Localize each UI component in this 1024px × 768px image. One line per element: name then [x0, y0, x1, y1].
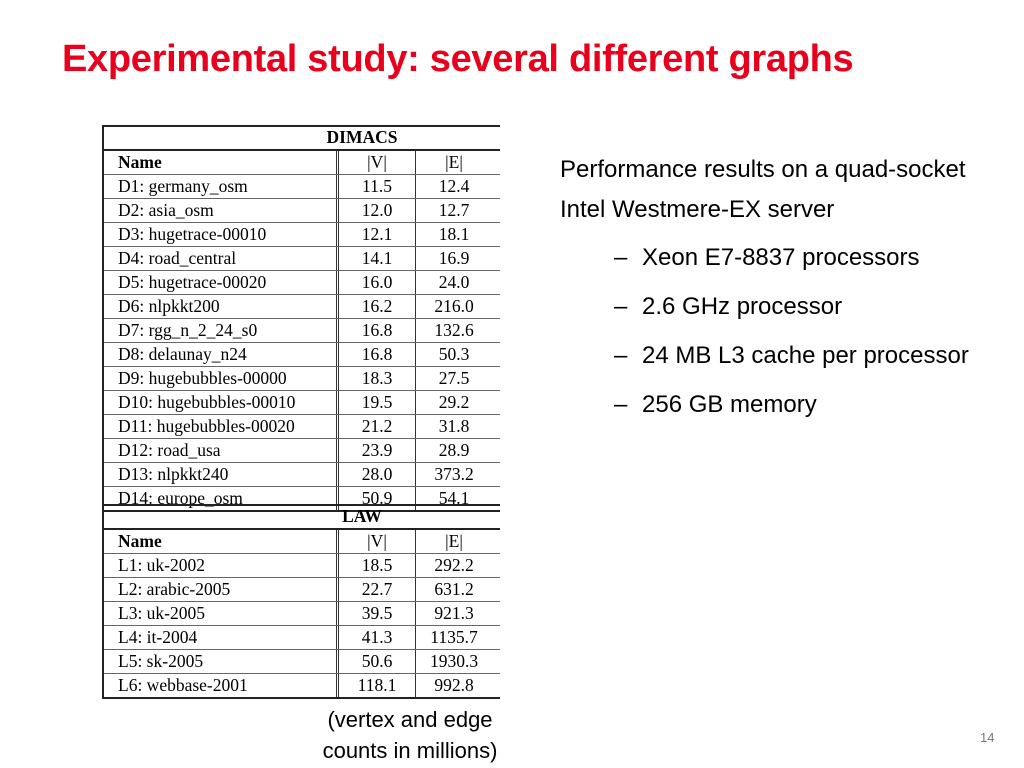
law-header-row	[104, 529, 500, 553]
table-row	[104, 577, 500, 601]
cell-name: D12: road_usa	[118, 439, 221, 460]
cell-vertex-count: 18.5	[336, 554, 416, 577]
column-header-v: |V|	[336, 151, 416, 174]
cell-name: D13: nlpkkt240	[118, 463, 229, 484]
slide-title: Experimental study: several different graphs	[62, 38, 854, 80]
cell-name: D7: rgg_n_2_24_s0	[118, 319, 258, 340]
intro-text: Performance results on a quad-socket Intel Westmere-EX server	[560, 156, 966, 223]
law-table-title: LAW	[104, 506, 500, 529]
cell-edge-count: 12.7	[438, 199, 470, 220]
table-row	[104, 222, 500, 246]
cell-vertex-count: 23.9	[336, 439, 416, 462]
cell-vertex-count: 16.8	[336, 319, 416, 342]
cell-name: D14: europe_osm	[118, 487, 243, 508]
table-row	[104, 462, 500, 486]
cell-name: D3: hugetrace-00010	[118, 223, 267, 244]
cell-name: D1: germany_osm	[118, 175, 248, 196]
dimacs-table-title: DIMACS	[104, 127, 500, 150]
table-row	[104, 342, 500, 366]
cell-edge-count: 29.2	[438, 391, 470, 412]
bullet-text: 24 MB L3 cache per processor	[642, 342, 969, 369]
cell-vertex-count: 16.2	[336, 295, 416, 318]
cell-edge-count: 292.2	[434, 554, 474, 575]
law-table-frame	[102, 504, 500, 699]
bullet-item	[614, 238, 1000, 278]
cell-edge-count: 27.5	[438, 367, 470, 388]
cell-edge-count: 631.2	[434, 578, 474, 599]
cell-name: D6: nlpkkt200	[118, 295, 220, 316]
table-row	[104, 366, 500, 390]
cell-name: D10: hugebubbles-00010	[118, 391, 296, 412]
cell-edge-count: 132.6	[434, 319, 474, 340]
cell-vertex-count: 16.0	[336, 271, 416, 294]
cell-vertex-count: 12.0	[336, 199, 416, 222]
page-number: 14	[980, 730, 995, 745]
table-row	[104, 174, 500, 198]
table-caption	[290, 704, 530, 766]
cell-edge-count: 16.9	[438, 247, 470, 268]
cell-name: D4: road_central	[118, 247, 237, 268]
table-row	[104, 270, 500, 294]
cell-edge-count: 216.0	[434, 295, 474, 316]
cell-name: D8: delaunay_n24	[118, 343, 247, 364]
bullet-item	[614, 385, 1000, 425]
column-header-v: |V|	[336, 530, 416, 553]
table-row	[104, 438, 500, 462]
cell-name: L4: it-2004	[118, 626, 198, 647]
bullet-list	[560, 238, 1000, 425]
bullet-text: 2.6 GHz processor	[642, 293, 843, 320]
dimacs-header-row	[104, 150, 500, 174]
cell-vertex-count: 11.5	[336, 175, 416, 198]
cell-vertex-count: 118.1	[336, 674, 416, 697]
cell-vertex-count: 19.5	[336, 391, 416, 414]
table-row	[104, 673, 500, 697]
cell-edge-count: 18.1	[438, 223, 470, 244]
cell-name: D9: hugebubbles-00000	[118, 367, 287, 388]
bullet-marker: –	[614, 293, 628, 320]
cell-name: L1: uk-2002	[118, 554, 206, 575]
cell-edge-count: 50.3	[438, 343, 470, 364]
cell-vertex-count: 28.0	[336, 463, 416, 486]
table-row	[104, 318, 500, 342]
cell-edge-count: 28.9	[438, 439, 470, 460]
cell-name: D5: hugetrace-00020	[118, 271, 267, 292]
bullet-marker: –	[614, 391, 628, 418]
cell-edge-count: 992.8	[434, 674, 474, 695]
cell-edge-count: 1135.7	[430, 626, 478, 647]
table-row	[104, 390, 500, 414]
cell-vertex-count: 18.3	[336, 367, 416, 390]
table-row	[104, 246, 500, 270]
cell-edge-count: 921.3	[434, 602, 474, 623]
cell-edge-count: 54.1	[438, 487, 470, 508]
cell-name: D11: hugebubbles-00020	[118, 415, 295, 436]
cell-edge-count: 373.2	[434, 463, 474, 484]
cell-name: L5: sk-2005	[118, 650, 204, 671]
bullet-marker: –	[614, 342, 628, 369]
bullet-item	[614, 336, 1000, 376]
column-header-name: Name	[118, 530, 162, 551]
cell-edge-count: 1930.3	[429, 650, 479, 671]
cell-vertex-count: 39.5	[336, 602, 416, 625]
cell-vertex-count: 50.6	[336, 650, 416, 673]
cell-vertex-count: 16.8	[336, 343, 416, 366]
bullet-text: Xeon E7-8837 processors	[642, 244, 920, 271]
dimacs-table	[102, 125, 500, 512]
column-header-e: |E|	[445, 151, 463, 172]
cell-vertex-count: 12.1	[336, 223, 416, 246]
cell-name: D2: asia_osm	[118, 199, 214, 220]
table-row	[104, 601, 500, 625]
cell-edge-count: 31.8	[438, 415, 470, 436]
side-text-block	[560, 150, 1000, 434]
cell-name: L2: arabic-2005	[118, 578, 231, 599]
table-row	[104, 553, 500, 577]
cell-edge-count: 12.4	[438, 175, 470, 196]
dimacs-table-frame	[102, 125, 500, 512]
bullet-marker: –	[614, 244, 628, 271]
cell-vertex-count: 21.2	[336, 415, 416, 438]
cell-vertex-count: 22.7	[336, 578, 416, 601]
cell-name: L3: uk-2005	[118, 602, 206, 623]
bullet-item	[614, 287, 1000, 327]
caption-line-2: counts in millions)	[322, 738, 498, 763]
table-row	[104, 294, 500, 318]
law-rows	[104, 553, 500, 697]
caption-line-1: (vertex and edge	[327, 707, 493, 732]
bullet-text: 256 GB memory	[642, 391, 817, 418]
law-table	[102, 504, 500, 699]
table-row	[104, 625, 500, 649]
cell-vertex-count: 41.3	[336, 626, 416, 649]
column-header-e: |E|	[445, 530, 463, 551]
cell-edge-count: 24.0	[438, 271, 470, 292]
table-row	[104, 414, 500, 438]
cell-vertex-count: 50.9	[336, 487, 416, 510]
cell-vertex-count: 14.1	[336, 247, 416, 270]
column-header-name: Name	[118, 151, 162, 172]
table-row	[104, 649, 500, 673]
cell-name: L6: webbase-2001	[118, 674, 248, 695]
dimacs-rows	[104, 174, 500, 510]
table-row	[104, 198, 500, 222]
